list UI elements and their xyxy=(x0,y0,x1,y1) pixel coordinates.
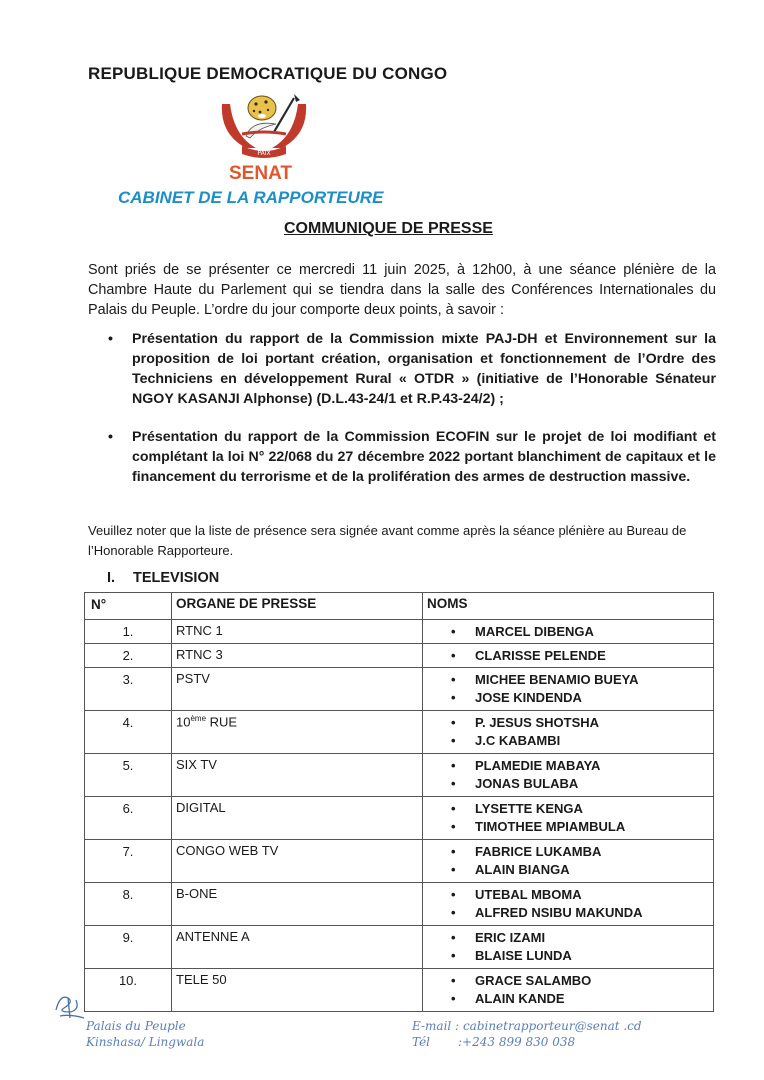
table-row xyxy=(85,711,714,754)
bullet-icon: • xyxy=(108,429,113,445)
row-names xyxy=(423,797,714,840)
section-title: TELEVISION xyxy=(133,570,220,586)
row-names xyxy=(423,754,714,797)
row-number: 2. xyxy=(85,644,172,668)
journalist-name: • PLAMEDIE MABAYA xyxy=(451,757,709,775)
header-num: N° xyxy=(85,593,172,620)
phone-label: Tél xyxy=(412,1035,431,1049)
row-names xyxy=(423,883,714,926)
cabinet-title: CABINET DE LA RAPPORTEURE xyxy=(118,188,384,207)
row-organ: PSTV xyxy=(172,668,423,711)
journalist-name: • MICHEE BENAMIO BUEYA xyxy=(451,671,709,689)
row-organ: TELE 50 xyxy=(172,969,423,1012)
bullet-icon: • xyxy=(108,331,113,347)
phone-line xyxy=(412,1034,642,1050)
address-line-2: Kinshasa/ Lingwala xyxy=(86,1035,205,1049)
row-names xyxy=(423,840,714,883)
journalist-name: • ALAIN BIANGA xyxy=(451,861,709,879)
journalist-name: • BLAISE LUNDA xyxy=(451,947,709,965)
journalist-name: • LYSETTE KENGA xyxy=(451,800,709,818)
row-organ: SIX TV xyxy=(172,754,423,797)
agenda-item-text: Présentation du rapport de la Commission mixte PAJ-DH et Environnement sur la proposition de loi portant création, organisation et fonctionnement de l’Ordre des Techniciens en développement Rural « OTDR » (initiative de l’Honorable Sénateur NGOY KASANJI Alphonse) (D.L.43-24/1 et R.P.43-24/2) ; xyxy=(132,331,716,407)
agenda-list xyxy=(104,329,716,487)
journalist-name: • ERIC IZAMI xyxy=(451,929,709,947)
table-row xyxy=(85,754,714,797)
svg-text:PAIX: PAIX xyxy=(257,150,271,157)
table-row xyxy=(85,644,714,668)
country-heading: REPUBLIQUE DEMOCRATIQUE DU CONGO xyxy=(88,64,448,83)
table-header-row xyxy=(85,593,714,620)
row-number: 5. xyxy=(85,754,172,797)
row-number: 3. xyxy=(85,668,172,711)
row-organ: ANTENNE A xyxy=(172,926,423,969)
row-number: 4. xyxy=(85,711,172,754)
organ-prefix: 10 xyxy=(176,714,191,730)
table-row xyxy=(85,840,714,883)
row-number: 1. xyxy=(85,620,172,644)
row-names xyxy=(423,668,714,711)
organ-superscript: ème xyxy=(190,714,207,723)
signature-icon xyxy=(50,988,90,1022)
journalist-name: • J.C KABAMBI xyxy=(451,732,709,750)
journalist-name: • UTEBAL MBOMA xyxy=(451,886,709,904)
journalist-name: • CLARISSE PELENDE xyxy=(451,647,709,665)
header-noms: NOMS xyxy=(423,593,714,620)
table-row xyxy=(85,883,714,926)
journalist-name: • MARCEL DIBENGA xyxy=(451,623,709,641)
row-number: 7. xyxy=(85,840,172,883)
row-organ: CONGO WEB TV xyxy=(172,840,423,883)
section-number: I. xyxy=(107,570,116,586)
row-names xyxy=(423,711,714,754)
table-row xyxy=(85,668,714,711)
journalist-name: • JOSE KINDENDA xyxy=(451,689,709,707)
senat-title: SENAT xyxy=(229,163,292,184)
agenda-item xyxy=(104,329,716,409)
intro-paragraph: Sont priés de se présenter ce mercredi 11 juin 2025, à 12h00, à une séance plénière de la Chambre Haute du Parlement qui se tiendra dans la salle des Conférences Internationales du Palais du Peuple. L’ordre du jour comporte deux points, à savoir : xyxy=(88,262,716,318)
journalist-name: • FABRICE LUKAMBA xyxy=(451,843,709,861)
journalist-name: • ALFRED NSIBU MAKUNDA xyxy=(451,904,709,922)
journalist-name: • P. JESUS SHOTSHA xyxy=(451,714,709,732)
email-address[interactable]: cabinetrapporteur@senat .cd xyxy=(462,1019,642,1033)
row-names xyxy=(423,969,714,1012)
row-number: 6. xyxy=(85,797,172,840)
table-row xyxy=(85,797,714,840)
row-number: 9. xyxy=(85,926,172,969)
journalist-name: • GRACE SALAMBO xyxy=(451,972,709,990)
journalist-name: • ALAIN KANDE xyxy=(451,990,709,1008)
address-line-1: Palais du Peuple xyxy=(86,1019,186,1033)
footer-contact xyxy=(412,1018,642,1050)
row-names xyxy=(423,644,714,668)
press-table xyxy=(84,592,714,1012)
row-organ xyxy=(172,711,423,754)
section-heading xyxy=(107,570,219,586)
row-organ: DIGITAL xyxy=(172,797,423,840)
row-number: 10. xyxy=(85,969,172,1012)
footer-address xyxy=(86,1018,204,1050)
organ-suffix: RUE xyxy=(206,714,238,730)
table-row xyxy=(85,969,714,1012)
attendance-note: Veuillez noter que la liste de présence sera signée avant comme après la séance plénière au Bureau de l’Honorable Rapporteure. xyxy=(88,523,687,558)
header-org: ORGANE DE PRESSE xyxy=(172,593,423,620)
journalist-name: • JONAS BULABA xyxy=(451,775,709,793)
table-row xyxy=(85,620,714,644)
table-row xyxy=(85,926,714,969)
row-organ: RTNC 1 xyxy=(172,620,423,644)
row-names xyxy=(423,620,714,644)
row-number: 8. xyxy=(85,883,172,926)
agenda-item xyxy=(104,427,716,487)
journalist-name: • TIMOTHEE MPIAMBULA xyxy=(451,818,709,836)
email-label: E-mail : xyxy=(412,1019,460,1033)
email-line xyxy=(412,1018,642,1034)
row-organ: RTNC 3 xyxy=(172,644,423,668)
row-names xyxy=(423,926,714,969)
phone-number[interactable]: :+243 899 830 038 xyxy=(458,1035,576,1049)
row-organ: B-ONE xyxy=(172,883,423,926)
agenda-item-text: Présentation du rapport de la Commission ECOFIN sur le projet de loi modifiant et complétant la loi N° 22/068 du 27 décembre 2022 portant blanchiment de capitaux et le financement du terrorisme et de la prolifération des armes de destruction massive. xyxy=(132,429,716,485)
senate-emblem-icon xyxy=(216,90,312,162)
document-title: COMMUNIQUE DE PRESSE xyxy=(284,220,493,237)
